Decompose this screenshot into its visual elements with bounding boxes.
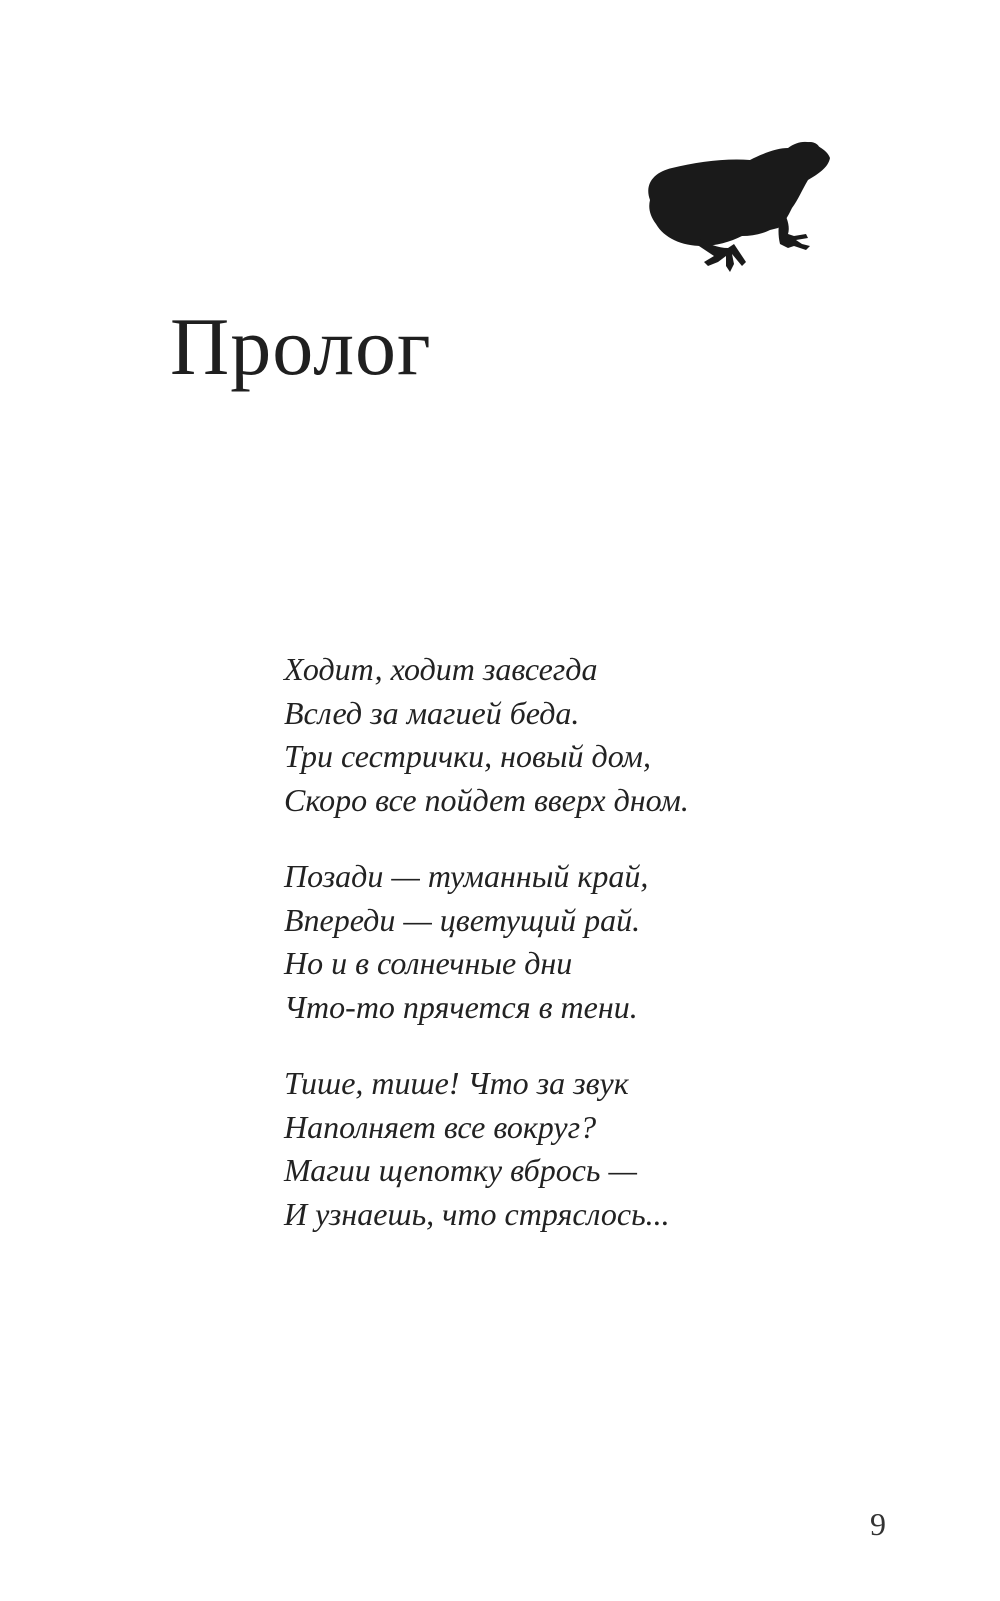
poem-line: Вслед за магией беда.: [284, 694, 580, 731]
poem-line: Ходит, ходит завсегда: [284, 651, 598, 687]
poem-line: Магии щепотку вбрось —: [284, 1152, 637, 1188]
poem-line: Впереди — цветущий рай.: [284, 901, 641, 938]
frog-silhouette-icon: [638, 138, 868, 278]
poem-line: Позади — туманный край,: [284, 858, 649, 894]
page-number: 9: [870, 1506, 886, 1542]
poem-stanza: [284, 648, 884, 822]
chapter-title: Пролог: [170, 301, 432, 392]
poem-line: И узнаешь, что стряслось...: [284, 1195, 670, 1232]
poem-line: Три сестрички, новый дом,: [284, 738, 651, 774]
poem-stanza: [284, 855, 884, 1029]
poem-stanza: [284, 1062, 884, 1236]
poem-line: Тише, тише! Что за звук: [284, 1065, 629, 1101]
poem-line: Наполняет все вокруг?: [284, 1108, 597, 1145]
poem-line: Но и в солнечные дни: [284, 945, 573, 981]
poem-line: Скоро все пойдет вверх дном.: [284, 781, 689, 818]
poem-line: Что-то прячется в тени.: [284, 988, 638, 1025]
poem: [284, 648, 884, 1269]
